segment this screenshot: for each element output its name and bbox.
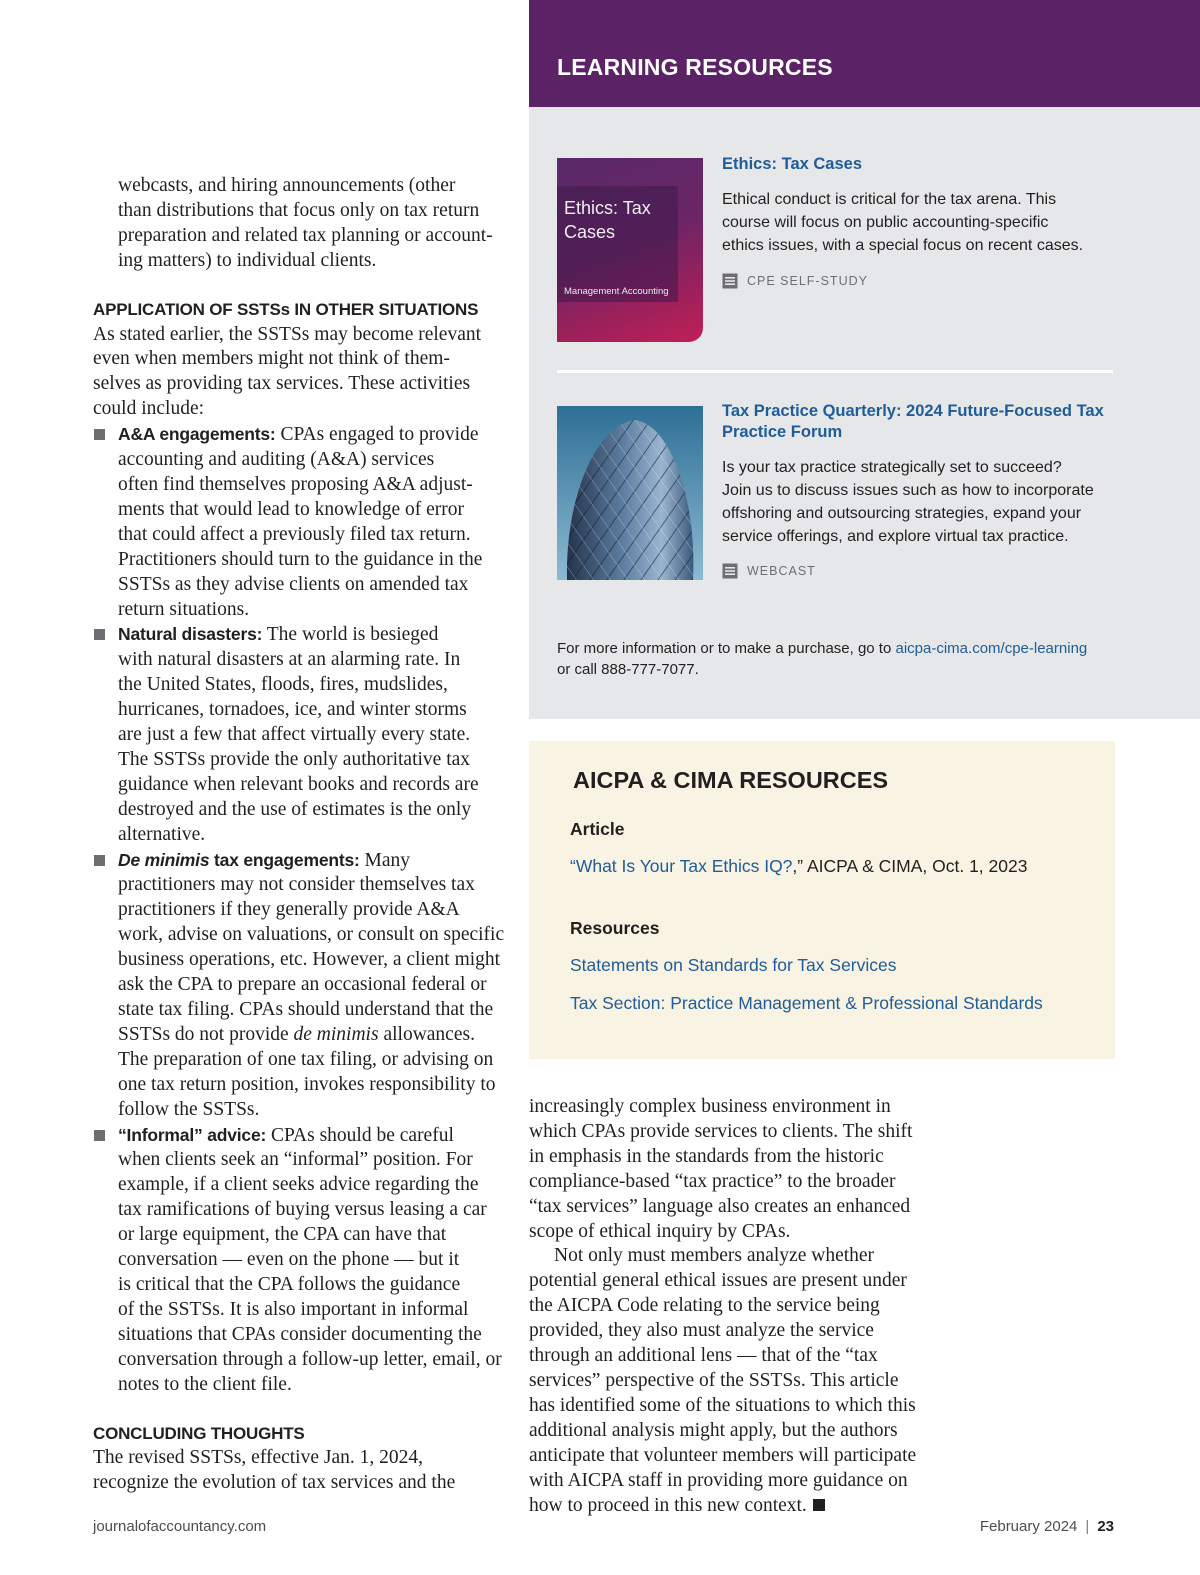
spacer (93, 274, 511, 298)
text-line: one tax return position, invokes responsibility to (118, 1073, 496, 1095)
text-line: practitioners may not consider themselves tax (118, 874, 475, 896)
footer-text: For more information or to make a purchase, go to (557, 640, 896, 657)
page-number: 23 (1097, 1518, 1114, 1535)
title-line: Practice Forum (722, 423, 843, 441)
course-description (722, 188, 1083, 257)
end-of-article-icon (813, 1499, 825, 1511)
section-heading-concluding: CONCLUDING THOUGHTS (93, 1423, 305, 1443)
text-line: of the SSTSs. It is also important in informal (118, 1298, 469, 1320)
article-citation (570, 856, 1027, 877)
text-line: tax ramifications of buying versus leasing a car (118, 1199, 487, 1221)
text-line: could include: (93, 398, 205, 420)
text-line: ing matters) to individual clients. (118, 249, 377, 271)
text-line: “tax services” language also creates an enhanced (529, 1195, 911, 1217)
text-line: situations that CPAs consider documenting the (118, 1323, 482, 1345)
list-document-icon (722, 563, 738, 579)
bullet-aa-engagements (93, 422, 511, 622)
text-fragment: Many (359, 849, 411, 871)
text-fragment: CPAs engaged to provide (275, 424, 479, 446)
list-document-icon (722, 273, 738, 289)
text-line: practitioners if they generally provide A&A (118, 899, 460, 921)
course-tag (722, 273, 868, 289)
text-line: which CPAs provide services to clients. The shift (529, 1120, 913, 1142)
course-title-tpq[interactable] (722, 401, 1104, 443)
text-line: services” perspective of the SSTSs. This article (529, 1369, 899, 1391)
text-line: state tax filing. CPAs should understand that the (118, 999, 494, 1020)
text-line: Join us to discuss issues such as how to incorporate (722, 482, 1094, 499)
cpe-learning-link[interactable]: aicpa-cima.com/cpe-learning (895, 640, 1088, 657)
text-line: The revised SSTSs, effective Jan. 1, 2024, (93, 1447, 423, 1469)
bullet-square-icon (94, 1130, 105, 1141)
separator: | (1085, 1518, 1090, 1535)
text-line: The preparation of one tax filing, or advising on (118, 1048, 494, 1070)
text-line: offshoring and outsourcing strategies, expand your (722, 505, 1082, 522)
learning-resources-panel (529, 107, 1200, 719)
bullet-de-minimis (93, 848, 511, 1123)
course-description (722, 456, 1094, 548)
text-line: anticipate that volunteer members will participate (529, 1444, 917, 1466)
text-line: service offerings, and explore virtual tax practice. (722, 528, 1069, 545)
course-cover-image[interactable] (557, 158, 703, 342)
text-line: or large equipment, the CPA can have that (118, 1224, 447, 1246)
resource-link-ssts[interactable]: Statements on Standards for Tax Services (570, 955, 897, 975)
tag-label: WEBCAST (747, 564, 816, 578)
resource-link-tax-section[interactable]: Tax Section: Practice Management & Professional Standards (570, 993, 1043, 1013)
bullet-square-icon (94, 629, 105, 640)
footer-phone: or call 888-777-7077. (557, 661, 699, 678)
text-line: As stated earlier, the SSTSs may become relevant (93, 323, 482, 345)
left-column (93, 174, 511, 1496)
text-line: preparation and related tax planning or account- (118, 224, 493, 246)
text-line: Practitioners should turn to the guidance in the (118, 548, 483, 570)
text-line: even when members might not think of them- (93, 348, 450, 370)
bullet-lead: A&A engagements: (118, 424, 276, 445)
text-line: is critical that the CPA follows the guidance (118, 1273, 461, 1295)
learning-resources-title: LEARNING RESOURCES (557, 54, 833, 80)
text-line: scope of ethical inquiry by CPAs. (529, 1220, 791, 1242)
text-line: when clients seek an “informal” position. For (118, 1149, 473, 1171)
section-paragraph (93, 323, 511, 423)
footer-site-name: journalofaccountancy.com (93, 1518, 267, 1535)
text-line: The SSTSs provide the only authoritative tax (118, 748, 471, 770)
text-line: compliance-based “tax practice” to the broader (529, 1170, 896, 1192)
text-line: has identified some of the situations to which this (529, 1394, 916, 1416)
text-line: with AICPA staff in providing more guidance on (529, 1469, 908, 1491)
text-line: Is your tax practice strategically set to succeed? (722, 459, 1062, 476)
intro-paragraph (93, 174, 511, 274)
bullet-lead: tax engagements: (209, 849, 360, 870)
text-line: often find themselves proposing A&A adjust- (118, 473, 473, 495)
text-line: SSTSs as they advise clients on amended tax (118, 573, 469, 595)
text-line: provided, they also must analyze the service (529, 1320, 874, 1342)
text-line: recognize the evolution of tax services and the (93, 1472, 456, 1494)
article-link[interactable]: What Is Your Tax Ethics IQ? (575, 856, 793, 876)
text-line: alternative. (118, 823, 206, 845)
cover-title: Ethics: Tax Cases (564, 198, 651, 242)
aicpa-resources-title: AICPA & CIMA RESOURCES (573, 767, 889, 793)
text-line-final (529, 1494, 943, 1519)
text-line-mixed (118, 1023, 511, 1048)
text-fragment: ,” AICPA & CIMA, Oct. 1, 2023 (792, 856, 1028, 876)
bullet-informal-advice (93, 1123, 511, 1398)
building-photo (557, 406, 703, 580)
text-line: conversation through a follow-up letter, email, or (118, 1348, 502, 1370)
text-line: return situations. (118, 598, 250, 620)
text-line: increasingly complex business environment in (529, 1096, 891, 1117)
divider (557, 370, 1113, 373)
text-line: follow the SSTSs. (118, 1098, 260, 1120)
text-line: through an additional lens — that of the “tax (529, 1345, 878, 1367)
tag-label: CPE SELF-STUDY (747, 274, 868, 288)
text-line: business operations, etc. However, a client might (118, 949, 501, 971)
text-line: accounting and auditing (A&A) services (118, 449, 435, 471)
section-paragraph (93, 1446, 511, 1496)
text-fragment: SSTSs do not provide (118, 1023, 294, 1045)
text-line: the AICPA Code relating to the service being (529, 1295, 880, 1317)
text-line: ethics issues, with a special focus on recent cases. (722, 237, 1084, 254)
title-line: Tax Practice Quarterly: 2024 Future-Focused Tax (722, 402, 1104, 420)
resources-heading: Resources (570, 918, 660, 938)
bullet-square-icon (94, 429, 105, 440)
paragraph (529, 1095, 943, 1244)
text-line: additional analysis might apply, but the authors (529, 1419, 898, 1441)
text-line: selves as providing tax services. These activities (93, 373, 471, 395)
text-line: ask the CPA to prepare an occasional federal or (118, 974, 487, 996)
right-column (529, 1095, 943, 1518)
text-line: example, if a client seeks advice regarding the (118, 1174, 479, 1196)
text-line: than distributions that focus only on tax return (118, 199, 480, 221)
text-line: guidance when relevant books and records are (118, 773, 479, 795)
text-fragment-italic: de minimis (293, 1023, 379, 1045)
footer-date-page (980, 1518, 1114, 1535)
text-fragment: how to proceed in this new context. (529, 1494, 807, 1516)
text-line: course will focus on public accounting-specific (722, 214, 1049, 231)
text-line: with natural disasters at an alarming rate. In (118, 649, 461, 671)
text-line: that could affect a previously filed tax return. (118, 523, 471, 545)
paragraph (529, 1244, 943, 1518)
bullet-square-icon (94, 855, 105, 866)
text-line: ments that would lead to knowledge of error (118, 498, 465, 520)
text-line: Not only must members analyze whether (554, 1245, 875, 1267)
text-fragment: CPAs should be careful (266, 1124, 454, 1146)
bullet-lead: Natural disasters: (118, 624, 263, 645)
text-line: Ethical conduct is critical for the tax arena. This (722, 191, 1057, 208)
text-line: the United States, floods, fires, mudslides, (118, 674, 448, 696)
section-heading-applications: APPLICATION OF SSTSs IN OTHER SITUATIONS (93, 299, 479, 319)
cover-overlay (557, 186, 678, 302)
text-line: are just a few that affect virtually every state. (118, 724, 471, 746)
course-title-ethics[interactable]: Ethics: Tax Cases (722, 155, 863, 173)
text-fragment: allowances. (378, 1023, 475, 1045)
text-line: potential general ethical issues are present under (529, 1270, 907, 1292)
bullet-lead: “Informal” advice: (118, 1124, 267, 1145)
cover-subtitle: Management Accounting (564, 286, 669, 297)
text-line: conversation — even on the phone — but it (118, 1249, 460, 1271)
spacer (93, 1398, 511, 1422)
webcast-tag (722, 563, 816, 579)
learning-resources-footer (557, 638, 1137, 680)
issue-date: February 2024 (979, 1518, 1078, 1535)
text-fragment: “ (570, 856, 576, 876)
webcast-building-image[interactable] (557, 406, 703, 580)
bullet-natural-disasters (93, 622, 511, 847)
aicpa-resources-box (529, 741, 1115, 1059)
text-line: webcasts, and hiring announcements (other (118, 175, 456, 196)
text-line: work, advise on valuations, or consult on specific (118, 924, 505, 946)
text-line: destroyed and the use of estimates is the only (118, 798, 472, 820)
text-line: in emphasis in the standards from the historic (529, 1145, 884, 1167)
learning-resources-header (529, 0, 1200, 107)
bullet-lead-italic: De minimis (118, 849, 210, 870)
text-fragment: The world is besieged (262, 624, 439, 646)
text-line: hurricanes, tornadoes, ice, and winter storms (118, 699, 467, 721)
text-line: notes to the client file. (118, 1373, 292, 1395)
article-heading: Article (570, 819, 625, 839)
